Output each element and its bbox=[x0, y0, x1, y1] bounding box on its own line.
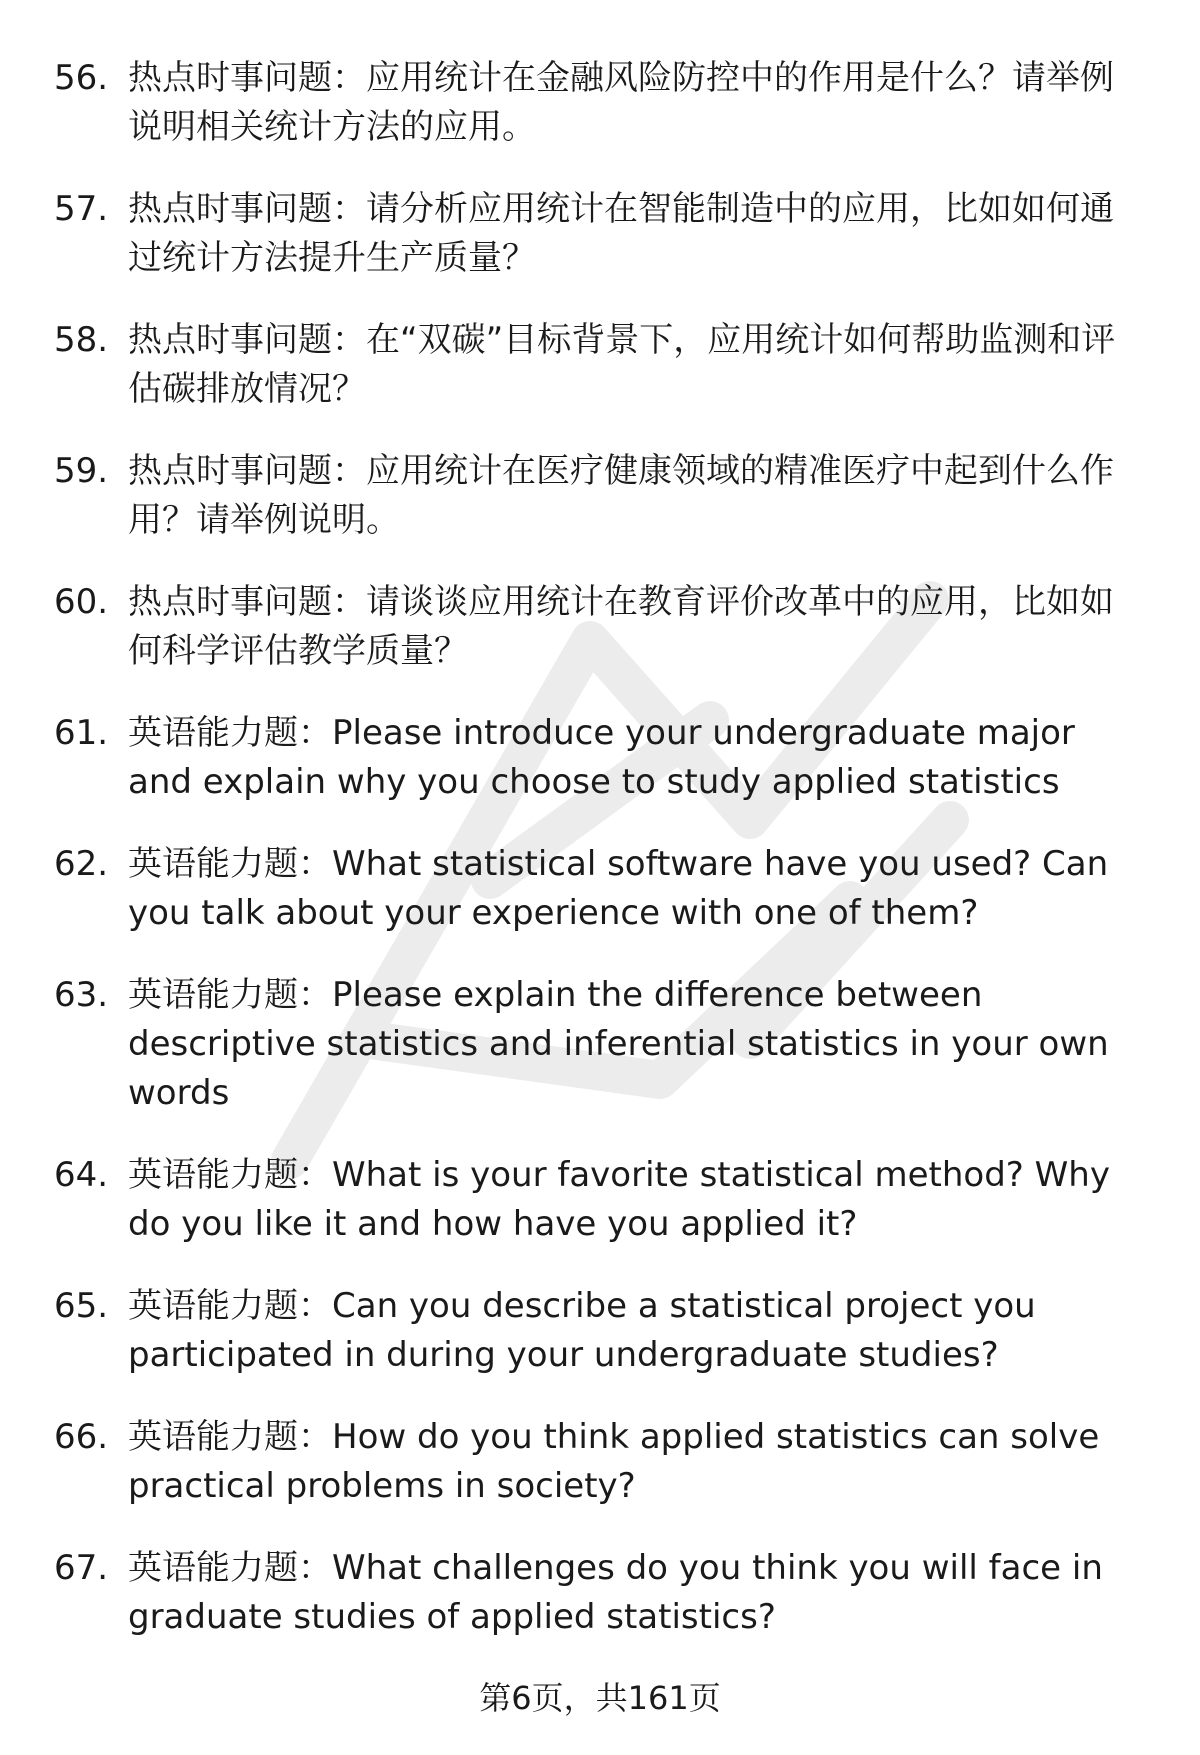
question-text: 英语能力题：What is your favorite statistical method? Why do you like it and how have you applied it? bbox=[128, 1155, 1110, 1244]
question-text: 英语能力题：Please introduce your undergraduate major and explain why you choose to study applied statistics bbox=[128, 713, 1075, 802]
question-text: 英语能力题：Please explain the difference between descriptive statistics and inferential statistics in your own words bbox=[128, 975, 1109, 1113]
question-text: 热点时事问题：应用统计在金融风险防控中的作用是什么？请举例说明相关统计方法的应用。 bbox=[128, 58, 1114, 147]
question-text: 热点时事问题：请分析应用统计在智能制造中的应用，比如如何通过统计方法提升生产质量？ bbox=[128, 189, 1114, 278]
question-item bbox=[0, 709, 1200, 807]
question-list bbox=[0, 54, 1200, 1675]
question-item bbox=[0, 1282, 1200, 1380]
question-text: 英语能力题：How do you think applied statistics can solve practical problems in society? bbox=[128, 1417, 1100, 1506]
question-number: 61. bbox=[54, 713, 109, 753]
question-text: 英语能力题：Can you describe a statistical project you participated in during your undergraduate studies? bbox=[128, 1286, 1036, 1375]
question-number: 58. bbox=[54, 320, 109, 360]
question-item bbox=[0, 1151, 1200, 1249]
question-item bbox=[0, 840, 1200, 938]
question-text: 热点时事问题：请谈谈应用统计在教育评价改革中的应用，比如如何科学评估教学质量？ bbox=[128, 582, 1114, 671]
question-number: 57. bbox=[54, 189, 109, 229]
question-text: 热点时事问题：在“双碳”目标背景下，应用统计如何帮助监测和评估碳排放情况？ bbox=[128, 320, 1116, 409]
question-number: 63. bbox=[54, 975, 109, 1015]
question-item bbox=[0, 54, 1200, 152]
question-number: 56. bbox=[54, 58, 109, 98]
question-item bbox=[0, 1413, 1200, 1511]
question-number: 62. bbox=[54, 844, 109, 884]
question-item bbox=[0, 971, 1200, 1118]
question-item bbox=[0, 1544, 1200, 1642]
question-item bbox=[0, 316, 1200, 414]
question-item bbox=[0, 578, 1200, 676]
page-footer: 第6页，共161页 bbox=[479, 1679, 721, 1717]
question-text: 英语能力题：What challenges do you think you will face in graduate studies of applied statistics? bbox=[128, 1548, 1103, 1637]
question-item bbox=[0, 447, 1200, 545]
question-text: 英语能力题：What statistical software have you used? Can you talk about your experience with one of them? bbox=[128, 844, 1109, 933]
question-number: 59. bbox=[54, 451, 109, 491]
question-item bbox=[0, 185, 1200, 283]
question-number: 64. bbox=[54, 1155, 109, 1195]
question-number: 67. bbox=[54, 1548, 109, 1588]
question-number: 66. bbox=[54, 1417, 109, 1457]
question-number: 65. bbox=[54, 1286, 109, 1326]
question-number: 60. bbox=[54, 582, 109, 622]
question-text: 热点时事问题：应用统计在医疗健康领域的精准医疗中起到什么作用？请举例说明。 bbox=[128, 451, 1114, 540]
